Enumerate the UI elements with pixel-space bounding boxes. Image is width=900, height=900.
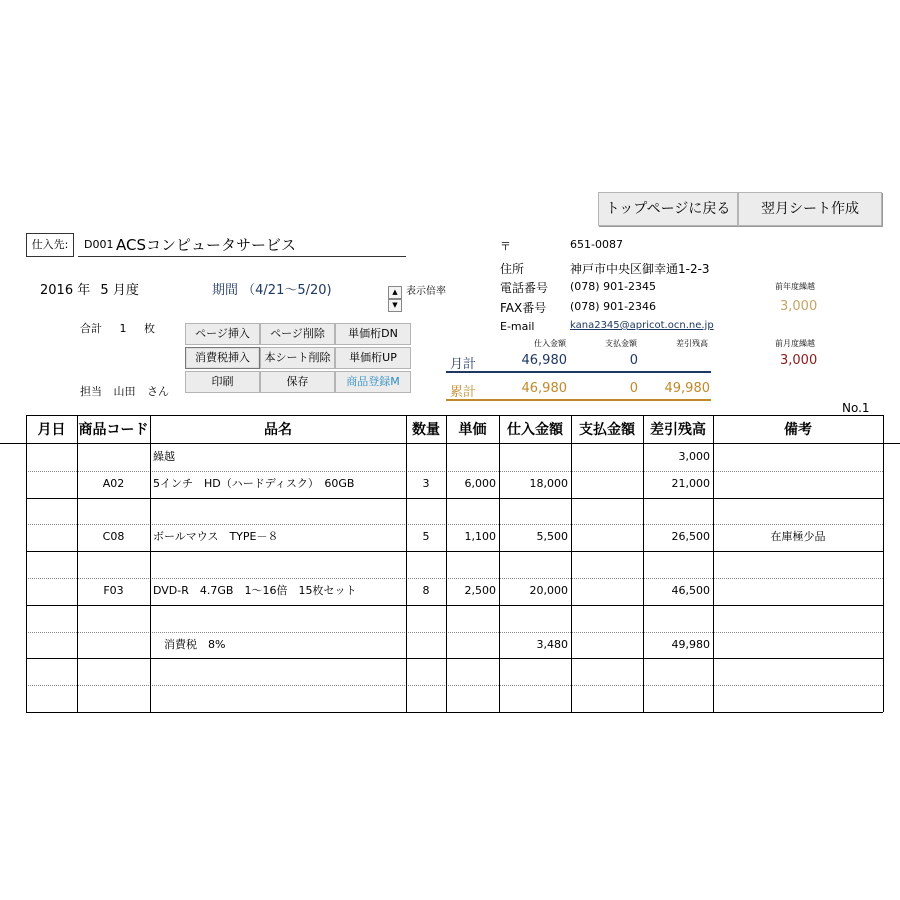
col-code-cell[interactable] (77, 605, 150, 631)
col-notes-cell[interactable] (713, 685, 883, 711)
col-notes-cell[interactable] (713, 605, 883, 631)
col-date-cell[interactable] (26, 498, 77, 524)
col-item-cell[interactable] (153, 605, 406, 631)
cumulative-label: 累計 (450, 385, 477, 400)
col-notes-cell[interactable] (713, 498, 883, 524)
col-qty-cell[interactable] (406, 632, 446, 658)
col-item-cell[interactable] (153, 685, 406, 711)
col-item-cell[interactable]: 繰越 (153, 450, 175, 463)
monthly-underline (446, 371, 711, 373)
col-price-cell[interactable]: 6,000 (464, 477, 496, 490)
month-unit: 月度 (112, 283, 139, 298)
col-payment-cell[interactable] (571, 498, 640, 524)
table-top-border (26, 415, 883, 416)
period-range: （4/21～5/20) (242, 283, 332, 298)
total-unit: 枚 (144, 322, 155, 335)
table-column-divider (150, 415, 151, 712)
col-date-cell[interactable] (26, 578, 77, 604)
col-qty-cell[interactable]: 3 (422, 477, 430, 490)
col-price-cell[interactable] (446, 551, 496, 577)
supplier-name[interactable]: ACSコンピュータサービス (116, 236, 296, 254)
col-purchase-cell[interactable] (499, 498, 568, 524)
col-purchase-label: 仕入金額 (534, 339, 566, 348)
col-notes-header: 備考 (784, 422, 812, 438)
create-next-month-sheet-button[interactable]: 翌月シート作成 (738, 192, 882, 226)
cumulative-payment: 0 (629, 381, 638, 396)
person-in-charge (80, 383, 169, 399)
col-qty-cell[interactable] (406, 498, 446, 524)
col-date-cell[interactable] (26, 685, 77, 711)
col-price-cell[interactable] (446, 658, 496, 684)
col-date-cell[interactable] (26, 444, 77, 470)
col-notes-cell[interactable] (713, 444, 883, 470)
period-year (40, 279, 139, 298)
col-payment-header: 支払金額 (579, 422, 635, 438)
col-item-cell[interactable]: 消費税 8% (153, 638, 226, 651)
fax-value: (078) 901-2346 (570, 300, 657, 313)
col-date-cell[interactable] (26, 524, 77, 550)
year-unit: 年 (77, 283, 91, 298)
table-column-divider (883, 415, 884, 712)
col-item-cell[interactable] (153, 551, 406, 577)
col-balance-cell[interactable] (643, 658, 710, 684)
col-notes-cell[interactable] (713, 471, 883, 497)
col-date-cell[interactable] (26, 632, 77, 658)
sheet-delete-button[interactable]: 本シート削除 (260, 347, 335, 369)
col-code-cell[interactable] (77, 685, 150, 711)
col-balance-cell[interactable]: 49,980 (671, 638, 710, 651)
postal-code: 651-0087 (570, 238, 623, 251)
col-price-cell[interactable]: 2,500 (464, 584, 496, 597)
col-payment-cell[interactable] (571, 685, 640, 711)
col-payment-cell[interactable] (571, 632, 640, 658)
total-label: 合計 (80, 322, 102, 335)
col-notes-cell[interactable] (713, 658, 883, 684)
col-code-cell[interactable]: C08 (102, 530, 125, 543)
prev-year-label: 前年度繰越 (775, 282, 815, 291)
col-purchase-cell[interactable] (499, 605, 568, 631)
person-suffix: さん (147, 385, 169, 398)
col-purchase-cell[interactable]: 18,000 (529, 477, 568, 490)
col-item-cell[interactable]: 5インチ HD（ハードディスク） 60GB (153, 477, 355, 490)
back-to-top-button[interactable]: トップページに戻る (598, 192, 738, 226)
zoom-label: 表示倍率 (406, 286, 446, 297)
col-date-cell[interactable] (26, 605, 77, 631)
col-payment-cell[interactable] (571, 524, 640, 550)
col-purchase-cell[interactable] (499, 551, 568, 577)
month-value: 5 (100, 283, 109, 298)
fax-label: FAX番号 (500, 301, 547, 315)
price-digit-down-button[interactable]: 単価桁DN (335, 323, 411, 345)
col-code-cell[interactable] (77, 498, 150, 524)
year-value: 2016 (40, 283, 74, 298)
zoom-down-spinner[interactable]: ▼ (388, 299, 402, 312)
supplier-label: 仕入先: (26, 233, 74, 257)
postal-mark: 〒 (500, 240, 511, 253)
col-qty-cell[interactable]: 8 (422, 584, 430, 597)
col-price-cell[interactable] (446, 444, 496, 470)
prev-year-value: 3,000 (780, 299, 818, 314)
col-qty-cell[interactable] (406, 605, 446, 631)
col-notes-cell[interactable] (713, 632, 883, 658)
monthly-payment: 0 (629, 353, 638, 368)
zoom-up-spinner[interactable]: ▲ (388, 286, 402, 299)
price-digit-up-button[interactable]: 単価桁UP (335, 347, 411, 369)
col-purchase-header: 仕入金額 (507, 422, 563, 438)
page-insert-button[interactable]: ページ挿入 (185, 323, 260, 345)
col-qty-cell[interactable] (406, 685, 446, 711)
col-qty-cell[interactable] (406, 444, 446, 470)
col-balance-cell[interactable]: 3,000 (678, 450, 710, 463)
person-name: 山田 (113, 385, 136, 398)
col-qty-cell[interactable] (406, 551, 446, 577)
col-code-cell[interactable] (77, 551, 150, 577)
col-balance-cell[interactable]: 46,500 (671, 584, 710, 597)
col-item-cell[interactable]: ボールマウス TYPE－８ (153, 530, 279, 543)
col-purchase-cell[interactable] (499, 658, 568, 684)
col-date-cell[interactable] (26, 551, 77, 577)
supplier-code[interactable]: D001 (84, 238, 114, 251)
col-item-cell[interactable]: DVD-R 4.7GB 1～16倍 15枚セット (153, 584, 357, 597)
email-label: E-mail (500, 320, 535, 333)
col-purchase-cell[interactable] (499, 444, 568, 470)
col-price-header: 単価 (458, 422, 487, 438)
col-item-cell[interactable] (153, 658, 406, 684)
cumulative-underline (446, 399, 711, 401)
col-date-cell[interactable] (26, 471, 77, 497)
col-balance-cell[interactable]: 26,500 (671, 530, 710, 543)
col-payment-cell[interactable] (571, 658, 640, 684)
col-balance-cell[interactable]: 21,000 (671, 477, 710, 490)
phone-value: (078) 901-2345 (570, 280, 657, 293)
cumulative-purchase: 46,980 (521, 381, 567, 396)
page-delete-button[interactable]: ページ削除 (260, 323, 335, 345)
col-notes-cell[interactable] (713, 578, 883, 604)
col-code-cell[interactable] (77, 632, 150, 658)
col-payment-label: 支払金額 (605, 339, 637, 348)
col-date-header: 月日 (37, 422, 66, 438)
total-count: 1 (119, 322, 127, 335)
col-purchase-cell[interactable]: 3,480 (536, 638, 568, 651)
col-payment-cell[interactable] (571, 471, 640, 497)
col-code-cell[interactable]: A02 (102, 477, 125, 490)
col-code-header: 商品コード (78, 422, 149, 438)
monthly-purchase: 46,980 (521, 353, 567, 368)
page-number: No.1 (842, 401, 870, 415)
product-register-button[interactable]: 商品登録M (335, 371, 411, 393)
email-link[interactable]: kana2345@apricot.ocn.ne.jp (570, 320, 714, 331)
phone-label: 電話番号 (500, 281, 549, 295)
total-sheets (80, 320, 155, 336)
col-notes-cell[interactable]: 在庫極少品 (770, 530, 826, 543)
col-price-cell[interactable] (446, 685, 496, 711)
col-balance-cell[interactable] (643, 551, 710, 577)
col-purchase-cell[interactable]: 5,500 (536, 530, 568, 543)
prev-month-label: 前月度繰越 (775, 339, 815, 348)
col-purchase-cell[interactable] (499, 685, 568, 711)
col-purchase-cell[interactable]: 20,000 (529, 584, 568, 597)
monthly-label: 月計 (450, 357, 477, 372)
tax-insert-button[interactable]: 消費税挿入 (185, 347, 260, 369)
col-price-cell[interactable]: 1,100 (464, 530, 496, 543)
col-date-cell[interactable] (26, 658, 77, 684)
col-item-header: 品名 (264, 422, 292, 438)
col-price-cell[interactable] (446, 632, 496, 658)
col-balance-header: 差引残高 (650, 422, 706, 438)
cumulative-balance: 49,980 (664, 381, 710, 396)
address-value: 神戸市中央区御幸通1-2-3 (570, 262, 710, 276)
print-button[interactable]: 印刷 (185, 371, 260, 393)
save-button[interactable]: 保存 (260, 371, 335, 393)
col-balance-cell[interactable] (643, 685, 710, 711)
col-payment-cell[interactable] (571, 578, 640, 604)
prev-month-value: 3,000 (780, 353, 818, 368)
col-payment-cell[interactable] (571, 551, 640, 577)
col-price-cell[interactable] (446, 605, 496, 631)
table-row-divider (26, 712, 883, 713)
col-code-cell[interactable]: F03 (103, 584, 124, 597)
col-qty-header: 数量 (412, 422, 440, 438)
col-notes-cell[interactable] (713, 551, 883, 577)
period-label (212, 279, 332, 298)
col-payment-cell[interactable] (571, 605, 640, 631)
col-price-cell[interactable] (446, 498, 496, 524)
period-title: 期間 (212, 283, 239, 298)
col-code-cell[interactable] (77, 444, 150, 470)
supplier-underline (78, 256, 406, 257)
col-qty-cell[interactable]: 5 (422, 530, 430, 543)
col-qty-cell[interactable] (406, 658, 446, 684)
person-label: 担当 (80, 385, 102, 398)
address-label: 住所 (500, 262, 525, 276)
col-balance-cell[interactable] (643, 605, 710, 631)
col-balance-label: 差引残高 (676, 339, 708, 348)
col-item-cell[interactable] (153, 498, 406, 524)
col-code-cell[interactable] (77, 658, 150, 684)
col-balance-cell[interactable] (643, 498, 710, 524)
col-payment-cell[interactable] (571, 444, 640, 470)
